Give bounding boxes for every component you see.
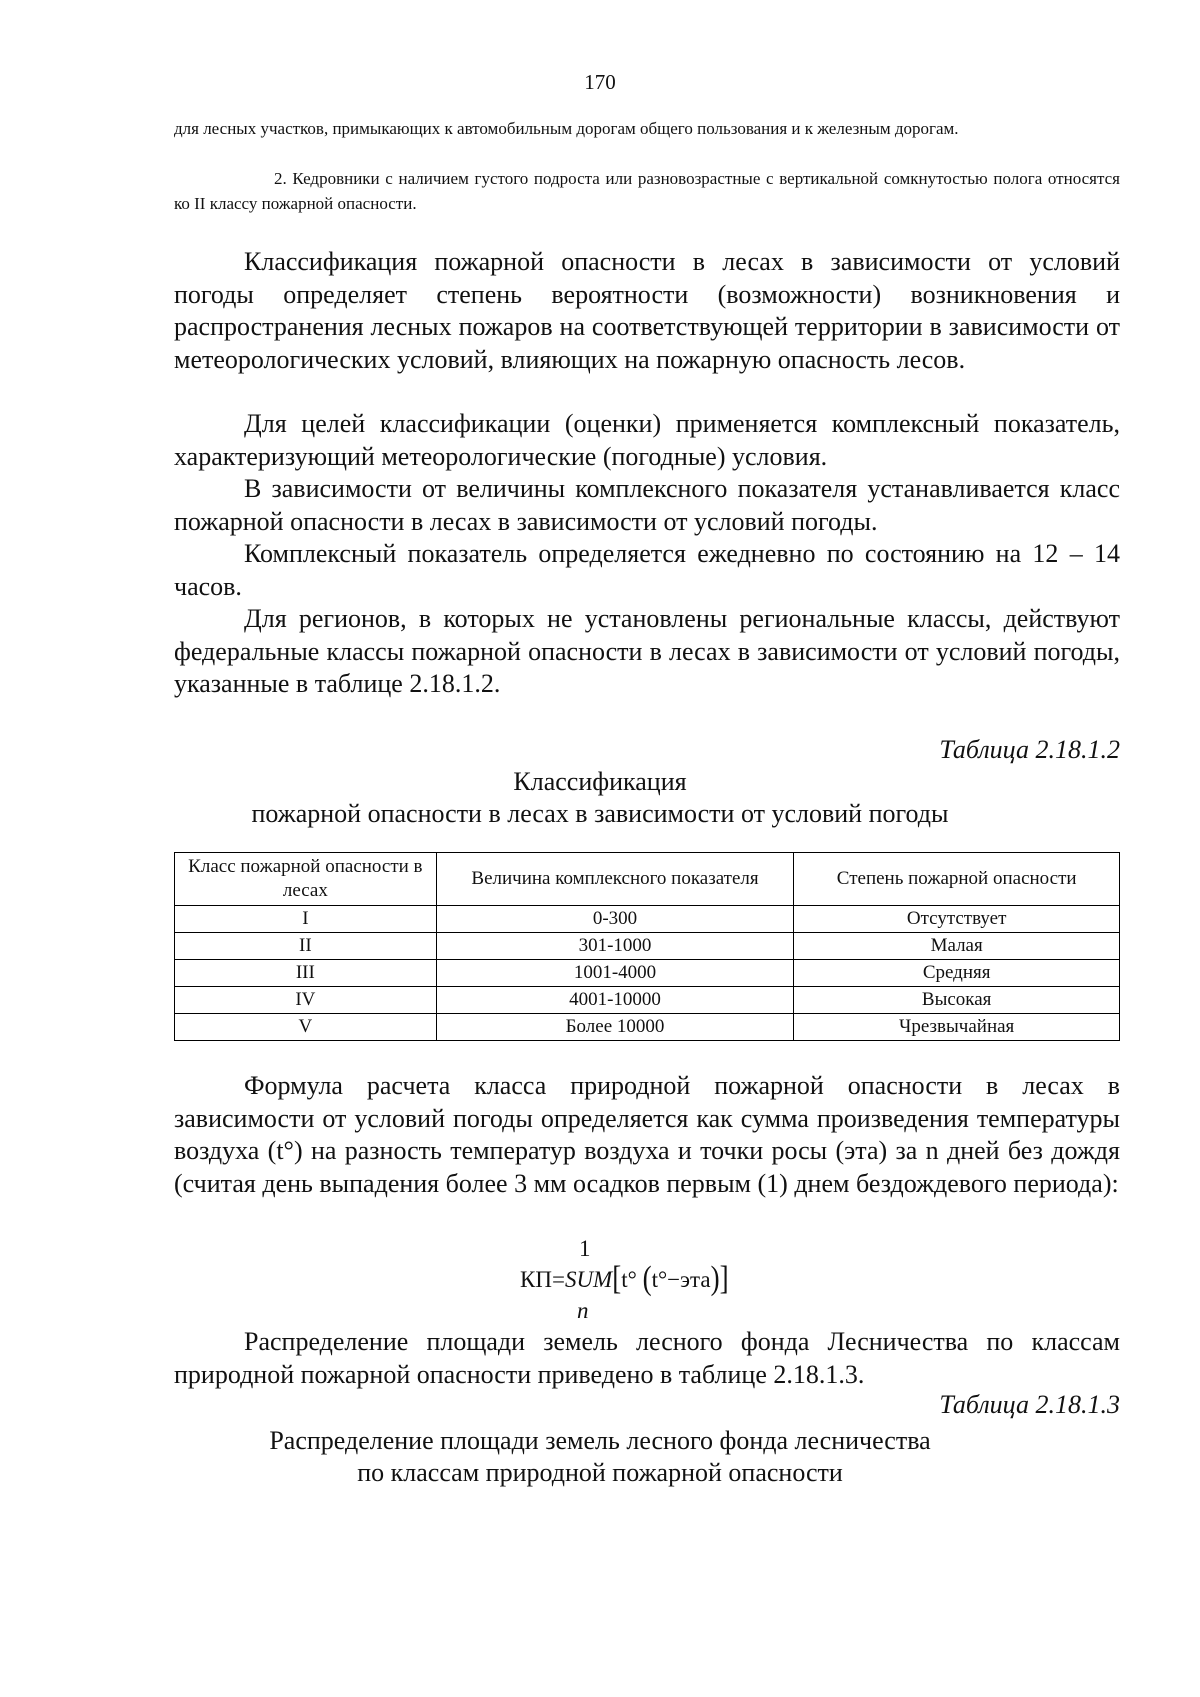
table-row [175, 933, 1120, 960]
table-cell: 1001-4000 [436, 960, 794, 987]
table-row [175, 906, 1120, 933]
formula-lhs: КП [520, 1267, 552, 1292]
paragraph-text: Распределение площади земель лесного фонда Лесничества по классам природной пожарной опасности приведено в таблице 2.18.1.3. [174, 1327, 1120, 1389]
paragraph-text: В зависимости от величины комплексного показателя устанавливается класс пожарной опасности в лесах в зависимости от условий погоды. [174, 474, 1120, 536]
table-header-row [175, 853, 1120, 906]
table-cell: Более 10000 [436, 1014, 794, 1041]
table-cell: Средняя [794, 960, 1120, 987]
left-paren-icon: ( [642, 1259, 652, 1297]
table-header-cell: Степень пожарной опасности [794, 853, 1120, 906]
paragraph-text: Классификация пожарной опасности в лесах в зависимости от условий погоды определяет степень вероятности (возможности) возникновения и распространения лесных пожаров на соответствующей территории в зависимости от метеорологических условий, влияющих на пожарную опасность лесов. [174, 247, 1120, 374]
footnote-2-text: 2. Кедровники с наличием густого подроста или разновозрастные с вертикальной сомкнутостью полога относятся ко II классу пожарной опасности. [174, 169, 1120, 213]
page-number: 170 [584, 70, 616, 94]
left-bracket-icon: [ [612, 1259, 622, 1297]
table-row [175, 1014, 1120, 1041]
table-cell: III [175, 960, 437, 987]
paragraph-complex-index [174, 408, 1120, 473]
table-cell: Отсутствует [794, 906, 1120, 933]
paragraph-text: Для регионов, в которых не установлены региональные классы, действуют федеральные классы пожарной опасности в лесах в зависимости от условий погоды, указанные в таблице 2.18.1.2. [174, 604, 1120, 698]
table-header-cell: Величина комплексного показателя [436, 853, 794, 906]
fire-danger-classes-table [174, 852, 1120, 1041]
formula-lower-limit: n [577, 1298, 589, 1323]
paragraph-text: Для целей классификации (оценки) применяется комплексный показатель, характеризующий метеорологические (погодные) условия. [174, 409, 1120, 471]
table-cell: Малая [794, 933, 1120, 960]
formula-upper-limit: 1 [579, 1236, 591, 1261]
fire-index-formula [520, 1236, 780, 1326]
footnote-2 [174, 166, 1120, 216]
table-cell: Высокая [794, 987, 1120, 1014]
paragraph-daily-measure [174, 538, 1120, 603]
table-cell: 0-300 [436, 906, 794, 933]
formula-expression [520, 1259, 729, 1297]
paragraph-text: Комплексный показатель определяется ежедневно по состоянию на 12 – 14 часов. [174, 539, 1120, 601]
table-cell: 301-1000 [436, 933, 794, 960]
table2-label: Таблица 2.18.1.3 [939, 1390, 1120, 1419]
formula-equals: = [551, 1267, 565, 1292]
formula-operator: SUM [564, 1267, 613, 1292]
table-cell: Чрезвычайная [794, 1014, 1120, 1041]
right-paren-icon: ) [710, 1259, 720, 1297]
table1-label: Таблица 2.18.1.2 [939, 735, 1120, 764]
right-bracket-icon: ] [719, 1259, 729, 1297]
formula-term: t° [621, 1267, 637, 1292]
table-cell: 4001-10000 [436, 987, 794, 1014]
table-header-cell: Класс пожарной опасности в лесах [175, 853, 437, 906]
table-cell: IV [175, 987, 437, 1014]
table-row [175, 987, 1120, 1014]
paragraph-classification [174, 246, 1120, 376]
table2-title-line2: по классам природной пожарной опасности [357, 1458, 843, 1487]
formula-term: эта [680, 1267, 711, 1292]
table-row [175, 960, 1120, 987]
formula-term: t° [651, 1267, 668, 1292]
table1-title [0, 766, 1200, 830]
table2-title [0, 1425, 1200, 1489]
paragraph-formula-intro [174, 1070, 1120, 1200]
paragraph-distribution [174, 1326, 1120, 1391]
table-cell: II [175, 933, 437, 960]
paragraph-class-dependency [174, 473, 1120, 538]
table1-title-line1: Классификация [513, 767, 687, 796]
paragraph-text: Формула расчета класса природной пожарной опасности в лесах в зависимости от условий погоды определяется как сумма произведения температуры воздуха (t°) на разность температур воздуха и точки росы (эта) за n дней без дождя (считая день выпадения более 3 мм осадков первым (1) днем бездождевого периода): [174, 1071, 1120, 1198]
table2-title-line1: Распределение площади земель лесного фонда лесничества [269, 1426, 931, 1455]
paragraph-federal-classes [174, 603, 1120, 701]
formula-minus: − [667, 1267, 681, 1292]
footnote-continuation: для лесных участков, примыкающих к автомобильным дорогам общего пользования и к железным дорогам. [174, 119, 959, 138]
table1-title-line2: пожарной опасности в лесах в зависимости от условий погоды [251, 799, 949, 828]
table-cell: I [175, 906, 437, 933]
table-cell: V [175, 1014, 437, 1041]
